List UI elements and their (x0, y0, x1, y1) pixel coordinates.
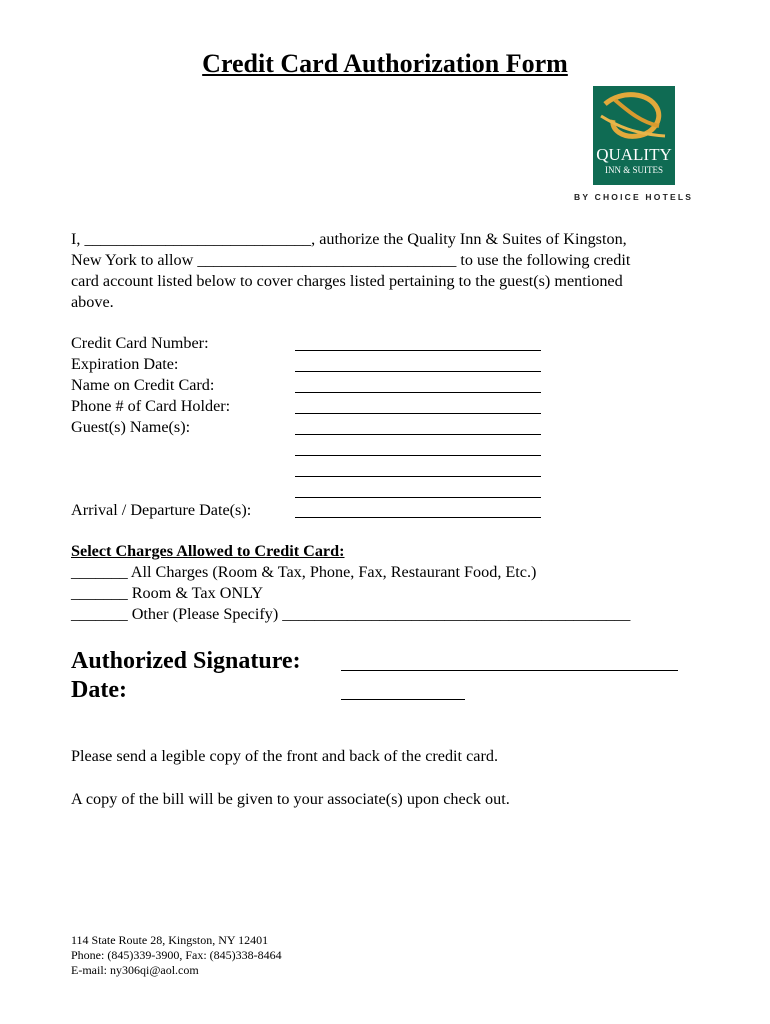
guests-label: Guest(s) Name(s): (71, 418, 191, 436)
intro-line-3: card account listed below to cover charges listed pertaining to the guest(s) mentioned (71, 272, 623, 290)
guests-line-4[interactable] (295, 497, 541, 498)
note-card-copy: Please send a legible copy of the front and back of the credit card. (71, 747, 499, 765)
expiration-line[interactable] (295, 371, 541, 372)
charges-heading: Select Charges Allowed to Credit Card: (71, 542, 345, 560)
signature-label: Authorized Signature: (71, 648, 301, 674)
name-on-card-line[interactable] (295, 392, 541, 393)
card-number-label: Credit Card Number: (71, 334, 209, 352)
footer-address: 114 State Route 28, Kingston, NY 12401 (71, 933, 269, 947)
phone-label: Phone # of Card Holder: (71, 397, 231, 415)
quality-inn-logo (593, 86, 675, 185)
intro-line-2: New York to allow ________________________________ to use the following credit (71, 251, 631, 269)
arrival-line[interactable] (295, 517, 541, 518)
page-title: Credit Card Authorization Form (202, 49, 568, 78)
signature-line[interactable] (341, 670, 678, 671)
logo-subtitle: INN & SUITES (605, 165, 663, 175)
date-label: Date: (71, 677, 127, 703)
charges-option-other[interactable]: _______ Other (Please Specify) ___________________________________________ (71, 605, 631, 623)
footer-email[interactable]: E-mail: ny306qi@aol.com (71, 963, 199, 977)
phone-line[interactable] (295, 413, 541, 414)
charges-option-all[interactable]: _______ All Charges (Room & Tax, Phone, Fax, Restaurant Food, Etc.) (71, 563, 537, 581)
intro-line-4: above. (71, 293, 114, 311)
arrival-label: Arrival / Departure Date(s): (71, 501, 252, 519)
guests-line-1[interactable] (295, 434, 541, 435)
card-number-line[interactable] (295, 350, 541, 351)
intro-line-1: I, ____________________________, authorize the Quality Inn & Suites of Kingston, (71, 230, 627, 248)
name-on-card-label: Name on Credit Card: (71, 376, 215, 394)
footer-phone-fax: Phone: (845)339-3900, Fax: (845)338-8464 (71, 948, 282, 962)
note-bill-copy: A copy of the bill will be given to your associate(s) upon check out. (71, 790, 510, 808)
logo-tagline: BY CHOICE HOTELS (574, 192, 694, 202)
logo-wordmark: QUALITY (596, 145, 672, 164)
date-line[interactable] (341, 699, 465, 700)
guests-line-3[interactable] (295, 476, 541, 477)
guests-line-2[interactable] (295, 455, 541, 456)
expiration-label: Expiration Date: (71, 355, 179, 373)
charges-option-room[interactable]: _______ Room & Tax ONLY (71, 584, 264, 602)
